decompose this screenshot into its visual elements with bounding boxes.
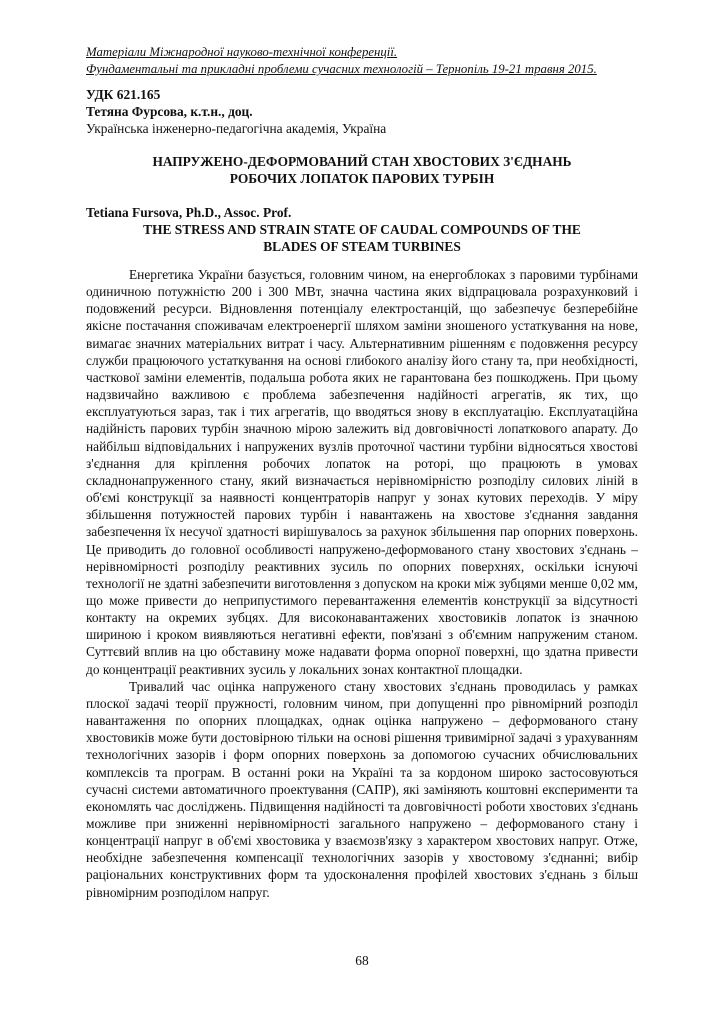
header-title-line: Фундаментальні та прикладні проблеми сучасних технологій – Тернопіль 19-21 травня 2015. xyxy=(86,62,597,76)
title-ua-line-1: НАПРУЖЕНО-ДЕФОРМОВАНИЙ СТАН ХВОСТОВИХ З'ЄДНАНЬ xyxy=(152,154,572,169)
affiliation: Українська інженерно-педагогічна академія, Україна xyxy=(86,121,387,136)
article-meta xyxy=(86,86,386,137)
author-en: Tetiana Fursova, Ph.D., Assoc. Prof. xyxy=(86,205,292,220)
title-ua-line-2: РОБОЧИХ ЛОПАТОК ПАРОВИХ ТУРБІН xyxy=(229,171,495,186)
article-title-en xyxy=(86,221,638,255)
udk-code: УДК 621.165 xyxy=(86,87,161,102)
article-body xyxy=(86,266,638,901)
title-en-line-1: THE STRESS AND STRAIN STATE OF CAUDAL COMPOUNDS OF THE xyxy=(143,222,581,237)
article-title-ua xyxy=(86,153,638,187)
header-conference-line: Матеріали Міжнародної науково-технічної конференції. xyxy=(86,45,398,59)
author-ua: Тетяна Фурсова, к.т.н., доц. xyxy=(86,104,253,119)
body-paragraph-1: Енергетика України базується, головним чином, на енергоблоках з паровими турбінами одиничною потужністю 200 і 300 МВт, значна частина яких відпрацювала розрахунковий і подовжений ресурси. Відновлення потенціалу електростанцій, що забезпечує безперебійне якісне постачання споживачам електроенергії шляхом заміни зношеного устаткування на нове, вимагає значних матеріальних витрат і часу. Альтернативним рішенням є подовження ресурсу служби працюючого устаткування на основі глибокого аналізу його стану та, при необхідності, часткової заміни елементів, подальша робота яких не гарантована без пошкоджень. При цьому надзвичайно важливою є проблема забезпечення надійності агрегатів, як тих, що експлуатуються зараз, так і тих агрегатів, що вводяться знову в експлуатацію. Експлуатаційна надійність парових турбін значною мірою залежить від довговічності лопаткового апарату. До найбільш відповідальних і напружених вузлів проточної частини турбіни відносяться хвостові з'єднання для кріплення робочих лопаток на роторі, що працюють в умовах складнонапруженного стану, який визначається нерівномірністю розподілу силових ліній в об'ємі конструкції за наявності концентраторів напруг у зонах кутових переходів. У міру збільшення потужностей парових турбін і навантажень на хвостове з'єднання завдання забезпечення їх несучої здатності вирішувалось за рахунок збільшення пар опорних поверхонь. Це приводить до головної особливості напружено-деформованого стану хвостових з'єднань – нерівномірності розподілу реактивних зусиль по опорних поверхнях, оскільки існуючі технології не здатні забезпечити виготовлення з допуском на кроки між зубцями менше 0,02 мм, що може привести до неприпустимого перевантаження елементів конструкції за відсутності контакту на окремих зубцях. Для високонавантажених хвостовиків лопаток із значною шириною і кроком виявляються негативні ефекти, пов'язані з об'ємним напруженим станом. Суттєвий вплив на цю обставину може надавати форма опорної поверхні, що здатна привести до концентрації реактивних зусиль у локальних зонах контактної площадки. xyxy=(86,267,638,677)
page-number: 68 xyxy=(355,953,369,968)
body-paragraph-2: Тривалий час оцінка напруженого стану хвостових з'єднань проводилась у рамках плоскої задачі теорії пружності, головним чином, при допущенні про рівномірний розподіл навантаження по опорних площадках, однак оцінка напружено – деформованого стану хвостовиків може бути достовірною тільки на основі рішення тривимірної задачі з урахуванням технологічних зазорів і форм опорних поверхонь за допомогою сучасних обчислювальних комплексів та програм. В останні роки на Україні та за кордоном широко застосовуються сучасні системи автоматичного проектування (САПР), які заміняють коштовні експерименти та економлять час досліджень. Підвищення надійності та довговічності роботи хвостових з'єднань можливе при зниженні нерівномірності загального напружено – деформованого стану і концентрації напруг в об'ємі хвостовика у взаємозв'язку з характером хвостових напруг. Отже, необхідне забезпечення компенсації технологічних зазорів у хвостовому з'єднанні; вибір раціональних конструктивних форм та удосконалення профілей хвостових з'єднань з більш рівномірним розподілом напруг. xyxy=(86,678,638,900)
title-en-line-2: BLADES OF STEAM TURBINES xyxy=(263,239,461,254)
running-header xyxy=(86,44,638,78)
